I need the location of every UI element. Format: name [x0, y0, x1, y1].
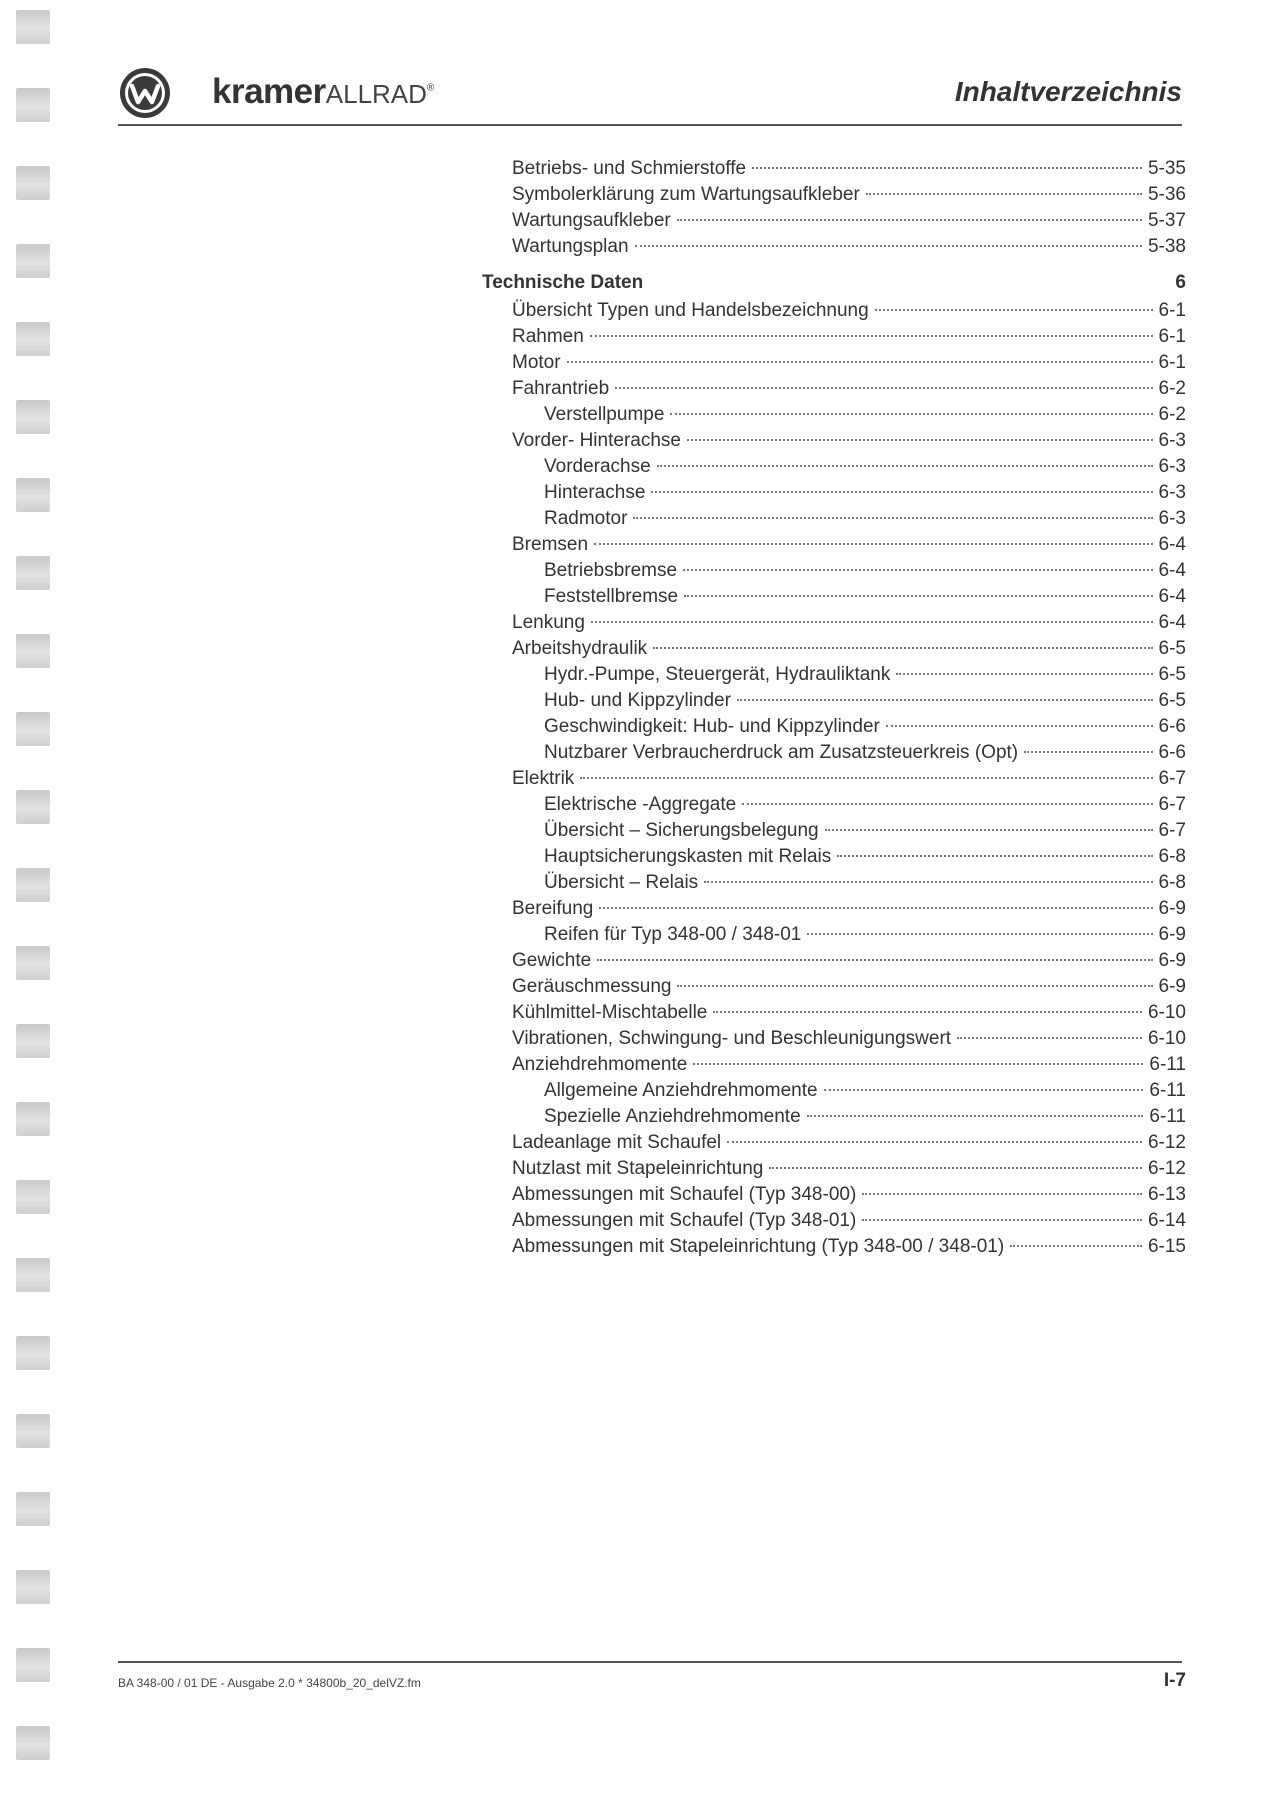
toc-entry: [482, 1210, 1186, 1236]
chapter-title: Technische Daten: [482, 272, 644, 293]
toc-entry-title: Übersicht Typen und Handelsbezeichnung: [512, 300, 869, 321]
toc-entry: [482, 1002, 1186, 1028]
punch-hole: [16, 1570, 50, 1604]
punch-hole: [16, 166, 50, 200]
footer-page-number: I-7: [1163, 1670, 1186, 1691]
toc-entry-title: Nutzlast mit Stapeleinrichtung: [512, 1158, 764, 1179]
toc-entry-title: Geräuschmessung: [512, 976, 672, 997]
toc-entry-title: Gewichte: [512, 950, 592, 971]
toc-entry-page: 6-2: [1158, 404, 1186, 425]
toc-entry-page: 6-10: [1147, 1002, 1186, 1023]
toc-entry: [482, 1028, 1186, 1054]
toc-entry-page: 6-12: [1147, 1132, 1186, 1153]
toc-entry-title: Radmotor: [544, 508, 628, 529]
brand-name-bold: kramer: [212, 72, 326, 111]
toc-entry: [482, 508, 1186, 534]
toc-dot-leader: [807, 1115, 1144, 1117]
punch-hole: [16, 1024, 50, 1058]
toc-entry-title: Bremsen: [512, 534, 589, 555]
toc-entry-title: Lenkung: [512, 612, 585, 633]
toc-dot-leader: [1010, 1245, 1142, 1247]
toc-entry-title: Fahrantrieb: [512, 378, 610, 399]
punch-hole: [16, 1492, 50, 1526]
toc-entry-page: 6-4: [1158, 560, 1186, 581]
toc-dot-leader: [687, 439, 1153, 441]
toc-entry-page: 6-9: [1158, 950, 1186, 971]
toc-entry-page: 5-35: [1147, 158, 1186, 179]
toc-entry-page: 6-11: [1149, 1106, 1186, 1127]
binder-punch-strip: [16, 0, 52, 1799]
toc-entry-title: Feststellbremse: [544, 586, 679, 607]
toc-dot-leader: [591, 621, 1153, 623]
toc-dot-leader: [807, 933, 1152, 935]
toc-entry-title: Arbeitshydraulik: [512, 638, 648, 659]
toc-entry-page: 6-10: [1147, 1028, 1186, 1049]
chapter-number: 6: [1175, 272, 1186, 293]
toc-dot-leader: [651, 491, 1152, 493]
punch-hole: [16, 1258, 50, 1292]
toc-entry: [482, 612, 1186, 638]
toc-dot-leader: [567, 361, 1153, 363]
punch-hole: [16, 1180, 50, 1214]
toc-entry: [482, 534, 1186, 560]
punch-hole: [16, 1726, 50, 1760]
footer-divider: [118, 1661, 1182, 1663]
toc-dot-leader: [677, 985, 1152, 987]
toc-entry: [482, 404, 1186, 430]
toc-entry-page: 6-13: [1147, 1184, 1186, 1205]
punch-hole: [16, 1648, 50, 1682]
punch-hole: [16, 1102, 50, 1136]
toc-entry-title: Hinterachse: [544, 482, 646, 503]
toc-dot-leader: [862, 1219, 1142, 1221]
punch-hole: [16, 946, 50, 980]
toc-dot-leader: [635, 245, 1142, 247]
punch-hole: [16, 478, 50, 512]
toc-entry: [482, 846, 1186, 872]
toc-entry: [482, 184, 1186, 210]
toc-dot-leader: [752, 167, 1142, 169]
toc-entry: [482, 1158, 1186, 1184]
toc-entry-title: Abmessungen mit Stapeleinrichtung (Typ 348-00 / 348-01): [512, 1236, 1005, 1257]
brand-name-light: ALLRAD: [325, 79, 427, 109]
toc-dot-leader: [825, 829, 1153, 831]
toc-entry-page: 6-15: [1147, 1236, 1186, 1257]
toc-entry-title: Symbolerklärung zum Wartungsaufkleber: [512, 184, 860, 205]
toc-entry-title: Übersicht – Relais: [544, 872, 699, 893]
toc-dot-leader: [615, 387, 1152, 389]
toc-entry: [482, 430, 1186, 456]
toc-entry-page: 6-9: [1158, 898, 1186, 919]
toc-entry-page: 6-7: [1158, 820, 1186, 841]
toc-entry-title: Betriebsbremse: [544, 560, 678, 581]
toc-entry-page: 6-1: [1158, 352, 1186, 373]
toc-dot-leader: [862, 1193, 1142, 1195]
toc-chapter-items: [482, 300, 1186, 1262]
toc-entry-page: 6-1: [1158, 300, 1186, 321]
toc-entry-title: Vorder- Hinterachse: [512, 430, 681, 451]
toc-dot-leader: [704, 881, 1152, 883]
toc-entry-page: 6-5: [1158, 638, 1186, 659]
toc-entry: [482, 1132, 1186, 1158]
toc-entry: [482, 482, 1186, 508]
toc-entry: [482, 1106, 1186, 1132]
toc-entry-title: Nutzbarer Verbraucherdruck am Zusatzsteuerkreis (Opt): [544, 742, 1019, 763]
toc-pre-section: [482, 158, 1186, 262]
toc-dot-leader: [677, 219, 1142, 221]
toc-entry-title: Abmessungen mit Schaufel (Typ 348-01): [512, 1210, 857, 1231]
toc-dot-leader: [1024, 751, 1152, 753]
toc-entry-page: 6-8: [1158, 872, 1186, 893]
toc-entry: [482, 742, 1186, 768]
toc-entry: [482, 352, 1186, 378]
toc-entry-page: 5-36: [1147, 184, 1186, 205]
toc-entry-page: 6-4: [1158, 612, 1186, 633]
punch-hole: [16, 634, 50, 668]
toc-entry: [482, 1054, 1186, 1080]
table-of-contents: [482, 158, 1186, 1262]
toc-dot-leader: [657, 465, 1153, 467]
toc-entry-page: 6-4: [1158, 534, 1186, 555]
toc-dot-leader: [684, 595, 1152, 597]
registered-mark: ®: [426, 82, 434, 94]
toc-dot-leader: [886, 725, 1153, 727]
toc-dot-leader: [594, 543, 1153, 545]
toc-dot-leader: [824, 1089, 1144, 1091]
punch-hole: [16, 322, 50, 356]
toc-entry-title: Geschwindigkeit: Hub- und Kippzylinder: [544, 716, 880, 737]
toc-dot-leader: [896, 673, 1152, 675]
footer-doc-reference: BA 348-00 / 01 DE - Ausgabe 2.0 * 34800b_20_delVZ.fm: [118, 1676, 421, 1690]
punch-hole: [16, 10, 50, 44]
toc-dot-leader: [693, 1063, 1143, 1065]
toc-entry-title: Ladeanlage mit Schaufel: [512, 1132, 722, 1153]
toc-dot-leader: [742, 803, 1152, 805]
punch-hole: [16, 244, 50, 278]
toc-entry: [482, 560, 1186, 586]
toc-entry-title: Reifen für Typ 348-00 / 348-01: [544, 924, 802, 945]
toc-entry: [482, 950, 1186, 976]
toc-dot-leader: [590, 335, 1153, 337]
toc-entry-page: 6-3: [1158, 482, 1186, 503]
toc-entry-page: 6-14: [1147, 1210, 1186, 1231]
toc-entry-title: Hydr.-Pumpe, Steuergerät, Hydrauliktank: [544, 664, 891, 685]
toc-entry: [482, 1236, 1186, 1262]
toc-entry: [482, 872, 1186, 898]
toc-dot-leader: [713, 1011, 1142, 1013]
toc-entry: [482, 378, 1186, 404]
toc-entry-title: Abmessungen mit Schaufel (Typ 348-00): [512, 1184, 857, 1205]
brand-name: [212, 72, 434, 112]
punch-hole: [16, 400, 50, 434]
toc-dot-leader: [599, 907, 1152, 909]
toc-entry-title: Vibrationen, Schwingung- und Beschleunigungswert: [512, 1028, 952, 1049]
toc-entry-title: Vorderachse: [544, 456, 651, 477]
toc-entry: [482, 820, 1186, 846]
toc-entry-title: Wartungsplan: [512, 236, 629, 257]
toc-entry: [482, 664, 1186, 690]
toc-dot-leader: [670, 413, 1152, 415]
toc-entry-page: 6-11: [1149, 1054, 1186, 1075]
toc-entry: [482, 638, 1186, 664]
toc-entry-title: Hauptsicherungskasten mit Relais: [544, 846, 832, 867]
toc-dot-leader: [633, 517, 1152, 519]
toc-entry: [482, 210, 1186, 236]
toc-entry: [482, 716, 1186, 742]
page-header: [118, 62, 1182, 128]
toc-dot-leader: [683, 569, 1152, 571]
toc-entry: [482, 326, 1186, 352]
toc-entry-page: 6-6: [1158, 716, 1186, 737]
toc-entry-title: Betriebs- und Schmierstoffe: [512, 158, 747, 179]
toc-dot-leader: [866, 193, 1142, 195]
toc-entry-title: Allgemeine Anziehdrehmomente: [544, 1080, 818, 1101]
toc-entry-page: 5-38: [1147, 236, 1186, 257]
toc-entry: [482, 1080, 1186, 1106]
toc-entry: [482, 768, 1186, 794]
toc-entry-page: 6-3: [1158, 456, 1186, 477]
toc-dot-leader: [875, 309, 1153, 311]
toc-entry-page: 6-3: [1158, 508, 1186, 529]
punch-hole: [16, 88, 50, 122]
toc-entry: [482, 586, 1186, 612]
toc-entry: [482, 976, 1186, 1002]
toc-entry-page: 6-4: [1158, 586, 1186, 607]
toc-entry: [482, 924, 1186, 950]
toc-dot-leader: [727, 1141, 1142, 1143]
punch-hole: [16, 1336, 50, 1370]
toc-dot-leader: [837, 855, 1152, 857]
toc-dot-leader: [653, 647, 1152, 649]
toc-entry-page: 6-5: [1158, 664, 1186, 685]
toc-entry-page: 6-9: [1158, 976, 1186, 997]
toc-entry-title: Elektrische -Aggregate: [544, 794, 737, 815]
toc-chapter-heading: [482, 272, 1186, 300]
toc-entry-page: 6-1: [1158, 326, 1186, 347]
toc-entry-title: Wartungsaufkleber: [512, 210, 671, 231]
toc-entry-title: Hub- und Kippzylinder: [544, 690, 731, 711]
toc-entry-title: Rahmen: [512, 326, 584, 347]
toc-entry-page: 6-9: [1158, 924, 1186, 945]
toc-entry: [482, 236, 1186, 262]
punch-hole: [16, 1414, 50, 1448]
toc-entry-title: Bereifung: [512, 898, 594, 919]
toc-entry-page: 6-2: [1158, 378, 1186, 399]
toc-entry-title: Verstellpumpe: [544, 404, 665, 425]
toc-dot-leader: [957, 1037, 1142, 1039]
toc-entry-page: 6-5: [1158, 690, 1186, 711]
toc-dot-leader: [597, 959, 1152, 961]
toc-dot-leader: [580, 777, 1152, 779]
toc-entry: [482, 1184, 1186, 1210]
toc-entry: [482, 690, 1186, 716]
toc-dot-leader: [769, 1167, 1142, 1169]
toc-entry-page: 6-12: [1147, 1158, 1186, 1179]
toc-entry: [482, 300, 1186, 326]
toc-entry-page: 5-37: [1147, 210, 1186, 231]
page-title: Inhaltverzeichnis: [954, 76, 1182, 107]
toc-entry-page: 6-6: [1158, 742, 1186, 763]
toc-entry-title: Kühlmittel-Mischtabelle: [512, 1002, 708, 1023]
toc-entry: [482, 158, 1186, 184]
toc-entry-title: Motor: [512, 352, 561, 373]
toc-entry-title: Elektrik: [512, 768, 575, 789]
toc-entry-title: Spezielle Anziehdrehmomente: [544, 1106, 801, 1127]
punch-hole: [16, 556, 50, 590]
toc-entry-page: 6-11: [1149, 1080, 1186, 1101]
toc-entry-page: 6-3: [1158, 430, 1186, 451]
toc-entry-title: Anziehdrehmomente: [512, 1054, 688, 1075]
toc-entry-title: Übersicht – Sicherungsbelegung: [544, 820, 819, 841]
toc-entry: [482, 794, 1186, 820]
punch-hole: [16, 868, 50, 902]
toc-entry-page: 6-7: [1158, 794, 1186, 815]
toc-dot-leader: [737, 699, 1153, 701]
kramer-logo-icon: [118, 66, 172, 120]
toc-entry: [482, 456, 1186, 482]
punch-hole: [16, 712, 50, 746]
toc-entry-page: 6-7: [1158, 768, 1186, 789]
header-divider: [118, 124, 1182, 126]
toc-entry-page: 6-8: [1158, 846, 1186, 867]
punch-hole: [16, 790, 50, 824]
toc-entry: [482, 898, 1186, 924]
